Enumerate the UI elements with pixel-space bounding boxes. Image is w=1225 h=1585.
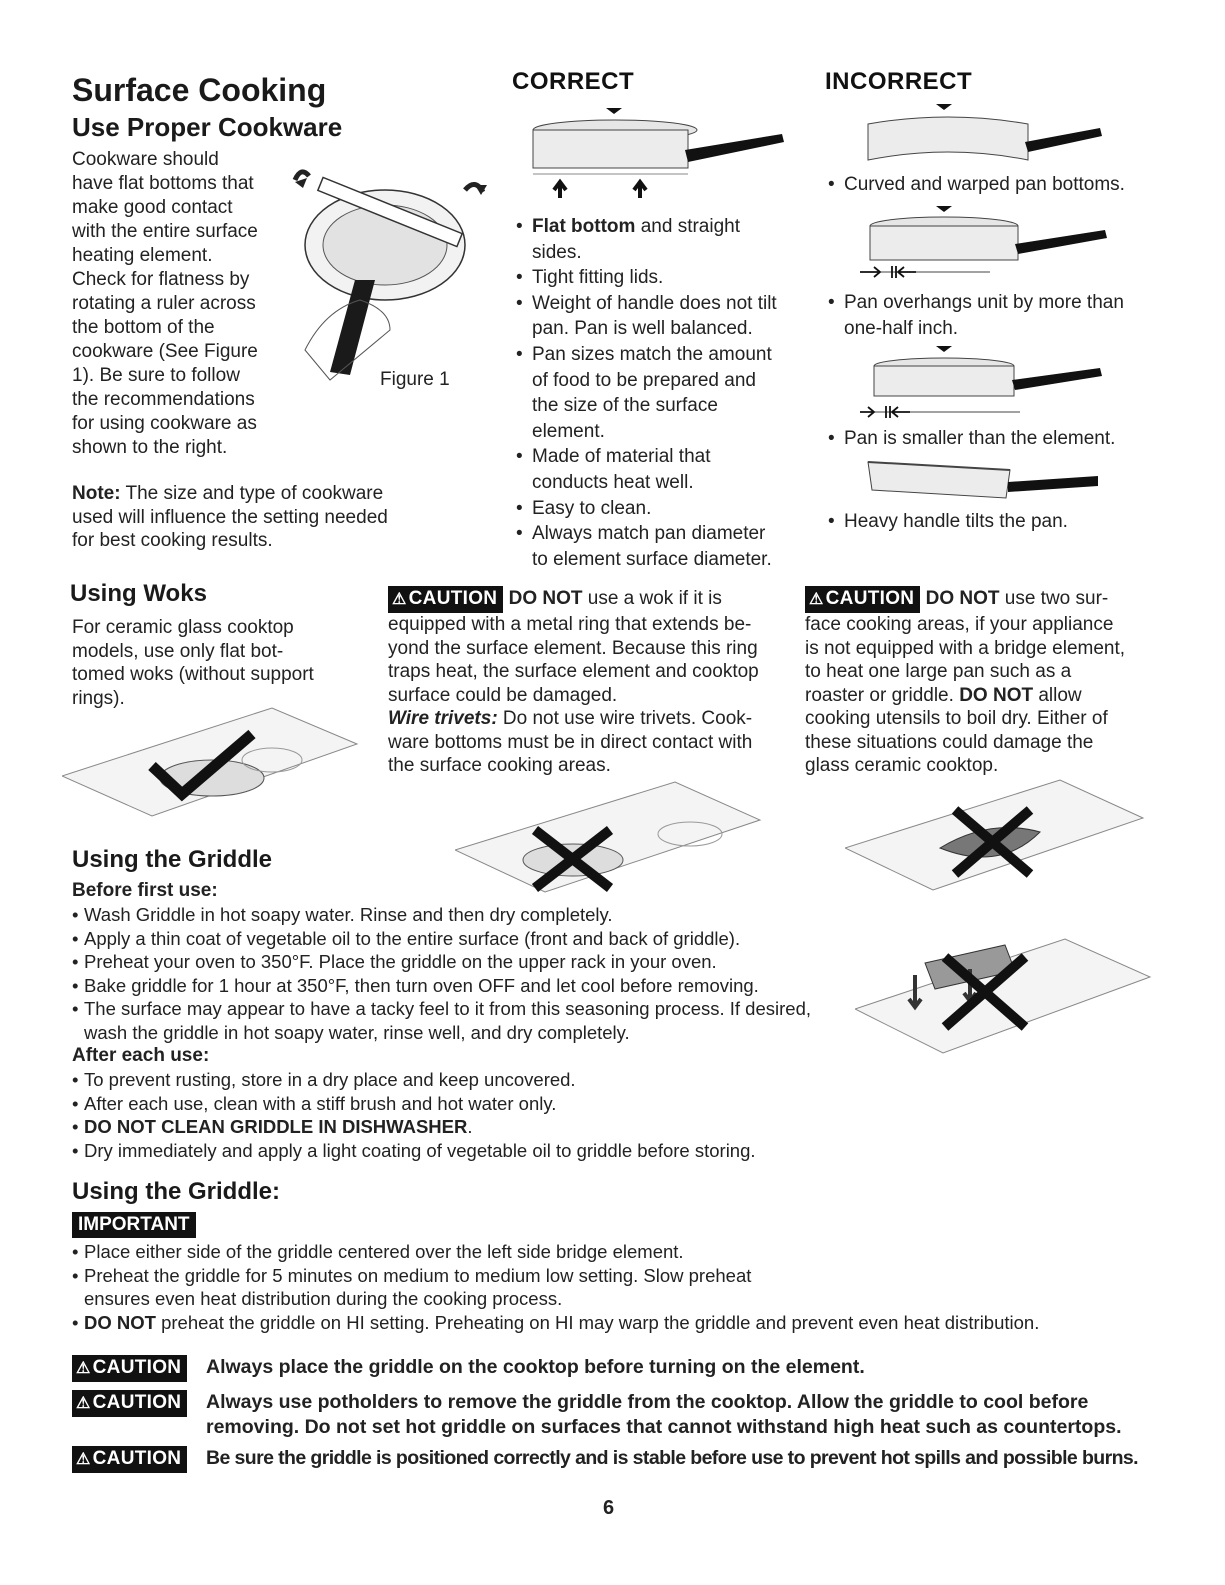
important-badge: IMPORTANT	[72, 1212, 196, 1238]
page-number: 6	[603, 1497, 615, 1519]
griddle-heading: Using the Griddle	[72, 846, 273, 873]
proper-line: for using cookware as	[72, 413, 257, 434]
caution-badge: ⚠ CAUTION	[72, 1446, 187, 1473]
incorrect-item-overhang: • Pan overhangs unit by more than one-half inch.	[822, 290, 1152, 341]
small-pan-illustration	[860, 342, 1110, 427]
caution-badge: ⚠ CAUTION	[72, 1355, 187, 1382]
griddle-use-list: • Place either side of the griddle centered over the left side bridge element. • Preheat the griddle for 5 minutes on medium to medium low setting. Slow preheat ensures even heat distribution during the cooking process. • DO NOT preheat the griddle on HI setting. Preheating on HI may warp the griddle and prevent even heat distribution.	[72, 1240, 1182, 1334]
proper-line: shown to the right.	[72, 437, 228, 458]
caution-badge: ⚠ CAUTION	[805, 586, 920, 613]
incorrect-item-smaller: • Pan is smaller than the element.	[822, 426, 1152, 452]
overhang-pan-illustration	[860, 202, 1110, 287]
after-each-use-label: After each use:	[72, 1045, 210, 1066]
correct-item: • Pan sizes match the amount of food to be prepared and the size of the surface element.	[510, 342, 810, 444]
proper-line: Check for flatness by	[72, 269, 250, 290]
woks-text: For ceramic glass cooktop models, use only flat bot- tomed woks (without support rings).	[72, 617, 314, 709]
correct-item: • Always match pan diameter to element surface diameter.	[510, 521, 810, 572]
woks-heading: Using Woks	[70, 580, 207, 607]
wok-correct-illustration	[62, 704, 362, 824]
correct-pan-illustration	[520, 100, 790, 210]
note-text: Note: The size and type of cookware used will influence the setting needed for best cooking results.	[72, 483, 388, 551]
proper-cookware-heading: Use Proper Cookware	[72, 112, 343, 142]
proper-line: heating element.	[72, 245, 213, 266]
proper-cookware-text	[72, 148, 302, 460]
note-label: Note:	[72, 483, 121, 504]
wok-incorrect-illustration	[455, 780, 765, 900]
warning-icon: ⚠	[392, 591, 407, 608]
wire-trivets-label: Wire trivets:	[388, 708, 498, 729]
correct-item: • Made of material that conducts heat well.	[510, 444, 810, 495]
proper-line: make good contact	[72, 197, 233, 218]
correct-item: • Flat bottom and straight sides.	[510, 214, 810, 265]
caution-badge: ⚠ CAUTION	[72, 1390, 187, 1417]
figure-1-label: Figure 1	[380, 369, 450, 390]
warning-icon: ⚠	[809, 591, 824, 608]
warning-icon: ⚠	[76, 1395, 91, 1412]
correct-list	[510, 214, 810, 572]
bridge-caution: ⚠ CAUTION DO NOT use two sur- face cooking areas, if your appliance is not equipped with a bridge element, to heat one large pan such as a roaster or griddle. DO NOT allow cooking utensils to boil dry. Either of these situations could damage the glass ceramic cooktop.	[805, 588, 1126, 776]
caution-text-1: Always place the griddle on the cooktop before turning on the element.	[206, 1356, 865, 1378]
proper-line: Cookware should	[72, 149, 219, 170]
warning-icon: ⚠	[76, 1360, 91, 1377]
page-title: Surface Cooking	[72, 72, 327, 108]
before-first-use-label: Before first use:	[72, 880, 218, 901]
correct-item: • Easy to clean.	[510, 496, 810, 522]
wok-caution: ⚠ CAUTION DO NOT use a wok if it is equipped with a metal ring that extends be- yond the surface element. Because this ring traps heat, the surface element and cooktop surface could be damaged. Wire trivets: Do not use wire trivets. Cook- ware bottoms must be in direct contact with the surface cooking areas.	[388, 588, 759, 776]
warning-icon: ⚠	[76, 1451, 91, 1468]
after-each-use-list: • To prevent rusting, store in a dry place and keep uncovered. • After each use, clean with a stiff brush and hot water only. • DO NOT CLEAN GRIDDLE IN DISHWASHER. • Dry immediately and apply a light coating of vegetable oil to griddle before storing.	[72, 1068, 872, 1162]
warped-pan-illustration	[860, 100, 1110, 170]
incorrect-item-handle: • Heavy handle tilts the pan.	[822, 509, 1152, 535]
caution-text-2: Always use potholders to remove the griddle from the cooktop. Allow the griddle to cool before removing. Do not set hot griddle on surfaces that cannot withstand high heat such as countertops.	[206, 1391, 1122, 1438]
correct-heading: CORRECT	[512, 68, 635, 95]
incorrect-item-warped: • Curved and warped pan bottoms.	[822, 172, 1152, 198]
before-first-use-list: • Wash Griddle in hot soapy water. Rinse and then dry completely. • Apply a thin coat of vegetable oil to the entire surface (front and back of griddle). • Preheat your oven to 350°F. Place the griddle on the upper rack in your oven. • Bake griddle for 1 hour at 350°F, then turn oven OFF and let cool before removing. • The surface may appear to have a tacky feel to it from this seasoning process. If desired, wash the griddle in hot soapy water, rinse well, and dry completely.	[72, 903, 872, 1044]
caution-text-3: Be sure the griddle is positioned correctly and is stable before use to prevent hot spills and possible burns.	[206, 1447, 1138, 1469]
proper-line: the recommendations	[72, 389, 255, 410]
griddle-incorrect-illustration	[855, 935, 1155, 1060]
proper-line: have flat bottoms that	[72, 173, 254, 194]
proper-line: cookware (See Figure	[72, 341, 258, 362]
caution-badge: ⚠ CAUTION	[388, 586, 503, 613]
griddle-use-heading: Using the Griddle:	[72, 1178, 281, 1205]
tilting-pan-illustration	[860, 452, 1110, 512]
proper-line: with the entire surface	[72, 221, 258, 242]
proper-line: the bottom of the	[72, 317, 215, 338]
roaster-incorrect-illustration	[845, 778, 1145, 898]
figure-1-illustration	[275, 150, 505, 390]
incorrect-heading: INCORRECT	[825, 68, 973, 95]
proper-line: 1). Be sure to follow	[72, 365, 240, 386]
correct-item: • Weight of handle does not tilt pan. Pan is well balanced.	[510, 291, 810, 342]
proper-line: rotating a ruler across	[72, 293, 256, 314]
correct-item: • Tight fitting lids.	[510, 265, 810, 291]
